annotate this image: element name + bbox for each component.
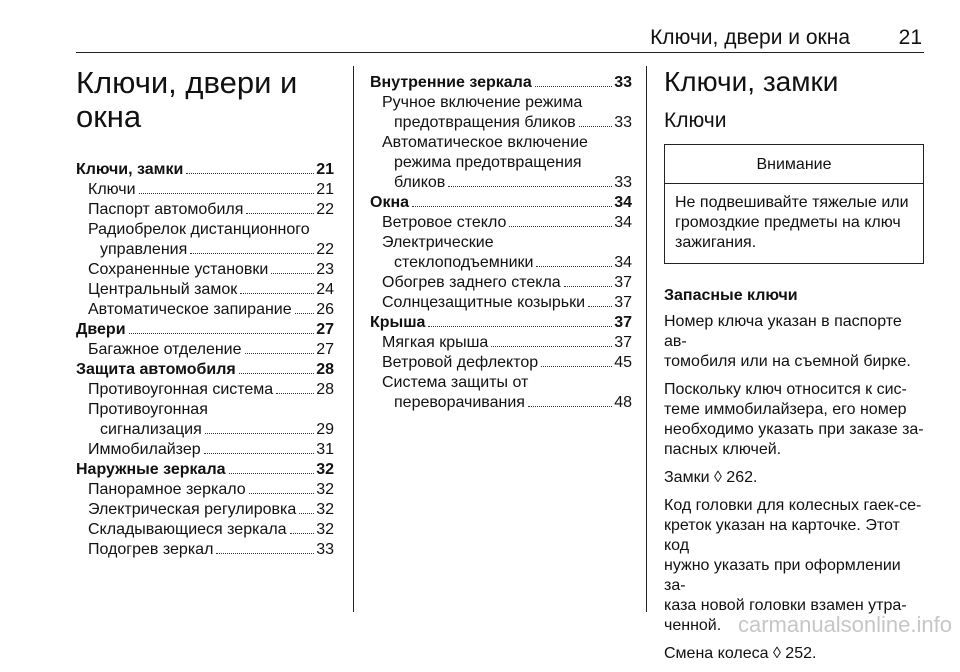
toc-leader-dots [491, 346, 612, 347]
toc-entry[interactable] [370, 353, 632, 373]
toc-entry[interactable] [370, 173, 632, 193]
toc-page-number: 33 [614, 74, 632, 91]
toc-page-number: 23 [316, 261, 334, 278]
chapter-title-line: Ключи, двери и [76, 65, 298, 100]
toc-entry-label: Паспорт автомобиля [88, 201, 244, 218]
toc-entry[interactable] [76, 280, 334, 300]
toc-entry-label: Автоматическое включение [382, 134, 588, 151]
toc-entry-label: Подогрев зеркал [88, 541, 214, 558]
toc-entry[interactable] [76, 440, 334, 460]
toc-entry[interactable] [370, 293, 632, 313]
toc-entry[interactable] [370, 273, 632, 293]
toc-page-number: 37 [614, 314, 632, 331]
toc-page-number: 32 [316, 481, 334, 498]
toc-entry-label: стеклоподъемники [394, 254, 534, 271]
toc-entry-label: Обогрев заднего стекла [382, 274, 561, 291]
body-line: Номер ключа указан в паспорте ав- [664, 313, 902, 350]
body-paragraph [664, 644, 924, 664]
body-paragraph [664, 380, 924, 460]
page-number: 21 [898, 26, 922, 49]
body-line: томобиля или на съемной бирке. [664, 353, 911, 370]
subsection-title: Ключи [664, 109, 727, 132]
toc-entry[interactable] [76, 380, 334, 400]
header-rule [76, 52, 924, 53]
toc-entry-label: Панорамное зеркало [88, 481, 246, 498]
toc-leader-dots [428, 326, 612, 327]
toc-entry-label: Иммобилайзер [88, 441, 201, 458]
toc-leader-dots [528, 406, 612, 407]
toc-entry-label: Система защиты от [382, 374, 529, 391]
toc-entry-label: Ключи [88, 181, 136, 198]
toc-entry-label: Противоугонная система [88, 381, 274, 398]
toc-page-number: 27 [316, 341, 334, 358]
toc-entry-label: Ключи, замки [76, 161, 184, 178]
toc-entry-label: управления [100, 241, 188, 258]
toc-entry[interactable] [76, 300, 334, 320]
watermark: carmanualsonline.info [737, 612, 952, 637]
body-line: креток указан на карточке. Этот код [664, 517, 900, 554]
body-line: Смена колеса ◊ 252. [664, 645, 817, 662]
toc-section-entry[interactable] [76, 460, 334, 480]
toc-page-number: 37 [614, 294, 632, 311]
caution-text [665, 184, 923, 263]
toc-leader-dots [541, 366, 612, 367]
toc-leader-dots [564, 286, 613, 287]
toc-leader-dots [246, 213, 314, 214]
toc-entry-label: Сохраненные установки [88, 261, 269, 278]
toc-leader-dots [249, 493, 315, 494]
toc-entry[interactable] [370, 333, 632, 353]
toc-leader-dots [229, 473, 315, 474]
toc-leader-dots [536, 266, 612, 267]
toc-section-entry[interactable] [76, 360, 334, 380]
toc-entry[interactable] [76, 520, 334, 540]
toc-entry[interactable] [370, 213, 632, 233]
body-line: необходимо указать при заказе за- [664, 421, 924, 438]
toc-leader-dots [295, 313, 315, 314]
toc-leader-dots [448, 186, 612, 187]
toc-leader-dots [239, 373, 314, 374]
toc-page-number: 29 [316, 421, 334, 438]
chapter-title-line: окна [76, 99, 142, 134]
toc-section-entry[interactable] [76, 160, 334, 180]
toc-leader-dots [129, 333, 315, 334]
toc-entry-label: Багажное отделение [88, 341, 242, 358]
toc-page-number: 22 [316, 201, 334, 218]
toc-page-number: 45 [614, 354, 632, 371]
toc-leader-dots [588, 306, 612, 307]
toc-page-number: 32 [316, 521, 334, 538]
toc-page-number: 34 [614, 254, 632, 271]
toc-page-number: 34 [614, 194, 632, 211]
toc-leader-dots [299, 513, 314, 514]
toc-entry-label: Радиобрелок дистанционного [88, 221, 310, 238]
toc-leader-dots [271, 273, 314, 274]
caution-title: Внимание [665, 145, 923, 184]
toc-entry-label: режима предотвращения [394, 154, 582, 171]
body-line: каза новой головки взамен утра- [664, 597, 907, 614]
chapter-title [76, 66, 334, 134]
running-header-title: Ключи, двери и окна [650, 26, 850, 49]
toc-entry[interactable] [76, 240, 334, 260]
caution-line: Не подвешивайте тяжелые или [675, 194, 909, 211]
toc-leader-dots [205, 433, 314, 434]
toc-entry-label: предотвращения бликов [394, 114, 576, 131]
body-line: нужно указать при оформлении за- [664, 557, 901, 594]
toc-page-number: 37 [614, 274, 632, 291]
toc-section-entry[interactable] [370, 193, 632, 213]
toc-leader-dots [216, 553, 314, 554]
toc-entry-label: Наружные зеркала [76, 461, 226, 478]
toc-entry-label: Автоматическое запирание [88, 301, 292, 318]
toc-entry[interactable] [76, 180, 334, 200]
toc-page-number: 21 [316, 181, 334, 198]
toc-list [76, 160, 334, 560]
caution-line: громоздкие предметы на ключ [675, 214, 901, 231]
body-line: Код головки для колесных гаек-се- [664, 497, 922, 514]
body-line: Поскольку ключ относится к сис- [664, 381, 907, 398]
body-line: Замки ◊ 262. [664, 469, 758, 486]
toc-entry-label: Ручное включение режима [382, 94, 583, 111]
toc-entry[interactable] [76, 500, 334, 520]
toc-entry-label: Электрические [382, 234, 494, 251]
toc-page-number: 31 [316, 441, 334, 458]
toc-page-number: 32 [316, 501, 334, 518]
caution-box [664, 144, 924, 264]
toc-page-number: 28 [316, 381, 334, 398]
toc-page-number: 24 [316, 281, 334, 298]
toc-entry[interactable] [370, 113, 632, 133]
body-line: теме иммобилайзера, его номер [664, 401, 907, 418]
toc-leader-dots [204, 453, 315, 454]
toc-page-number: 48 [614, 394, 632, 411]
toc-page-number: 27 [316, 321, 334, 338]
column-divider-2 [646, 66, 647, 612]
toc-list [370, 73, 632, 413]
toc-page-number: 21 [316, 161, 334, 178]
toc-page-number: 33 [614, 114, 632, 131]
toc-entry-label: Складывающиеся зеркала [88, 521, 287, 538]
body-line: пасных ключей. [664, 441, 782, 458]
toc-entry[interactable] [76, 200, 334, 220]
toc-page-number: 33 [316, 541, 334, 558]
toc-leader-dots [535, 86, 612, 87]
toc-section-entry[interactable] [76, 320, 334, 340]
toc-leader-dots [579, 126, 613, 127]
toc-section-entry[interactable] [370, 313, 632, 333]
toc-entry-label: Двери [76, 321, 126, 338]
toc-entry-label: Центральный замок [88, 281, 238, 298]
caution-line: зажигания. [675, 234, 757, 251]
toc-page-number: 22 [316, 241, 334, 258]
toc-entry-label: Ветровой дефлектор [382, 354, 539, 371]
section-title: Ключи, замки [664, 66, 839, 97]
toc-entry[interactable] [76, 420, 334, 440]
toc-leader-dots [290, 533, 315, 534]
spare-keys-heading: Запасные ключи [664, 287, 798, 304]
toc-page-number: 33 [614, 174, 632, 191]
toc-entry-label: Защита автомобиля [76, 361, 236, 378]
toc-page-number: 28 [316, 361, 334, 378]
toc-entry[interactable] [370, 393, 632, 413]
column-divider-1 [353, 66, 354, 612]
toc-entry[interactable] [76, 540, 334, 560]
toc-leader-dots [186, 173, 314, 174]
toc-leader-dots [412, 206, 612, 207]
toc-leader-dots [509, 226, 612, 227]
toc-entry-label: сигнализация [100, 421, 202, 438]
toc-section-entry[interactable] [370, 73, 632, 93]
toc-page-number: 37 [614, 334, 632, 351]
toc-entry-label: Ветровое стекло [382, 214, 507, 231]
toc-entry-label: Внутренние зеркала [370, 74, 532, 91]
content-column [664, 66, 924, 672]
toc-leader-dots [276, 393, 314, 394]
toc-entry[interactable] [76, 260, 334, 280]
body-line: ченной. [664, 617, 722, 634]
body-paragraph [664, 312, 924, 372]
toc-entry-label: Противоугонная [88, 401, 208, 418]
toc-entry-label: переворачивания [394, 394, 525, 411]
toc-leader-dots [240, 293, 314, 294]
toc-page-number: 26 [316, 301, 334, 318]
toc-entry-label: Солнцезащитные козырьки [382, 294, 586, 311]
toc-entry[interactable] [76, 340, 334, 360]
toc-page-number: 32 [316, 461, 334, 478]
body-paragraph [664, 468, 924, 488]
toc-leader-dots [190, 253, 314, 254]
toc-column-2 [370, 73, 632, 413]
toc-entry-label: бликов [394, 174, 446, 191]
toc-entry-label: Крыша [370, 314, 426, 331]
toc-entry-label: Окна [370, 194, 410, 211]
toc-leader-dots [245, 353, 315, 354]
toc-entry-label: Мягкая крыша [382, 334, 489, 351]
toc-column-1 [76, 66, 334, 560]
toc-page-number: 34 [614, 214, 632, 231]
toc-leader-dots [139, 193, 315, 194]
toc-entry-label: Электрическая регулировка [88, 501, 297, 518]
toc-entry[interactable] [370, 253, 632, 273]
toc-entry[interactable] [76, 480, 334, 500]
